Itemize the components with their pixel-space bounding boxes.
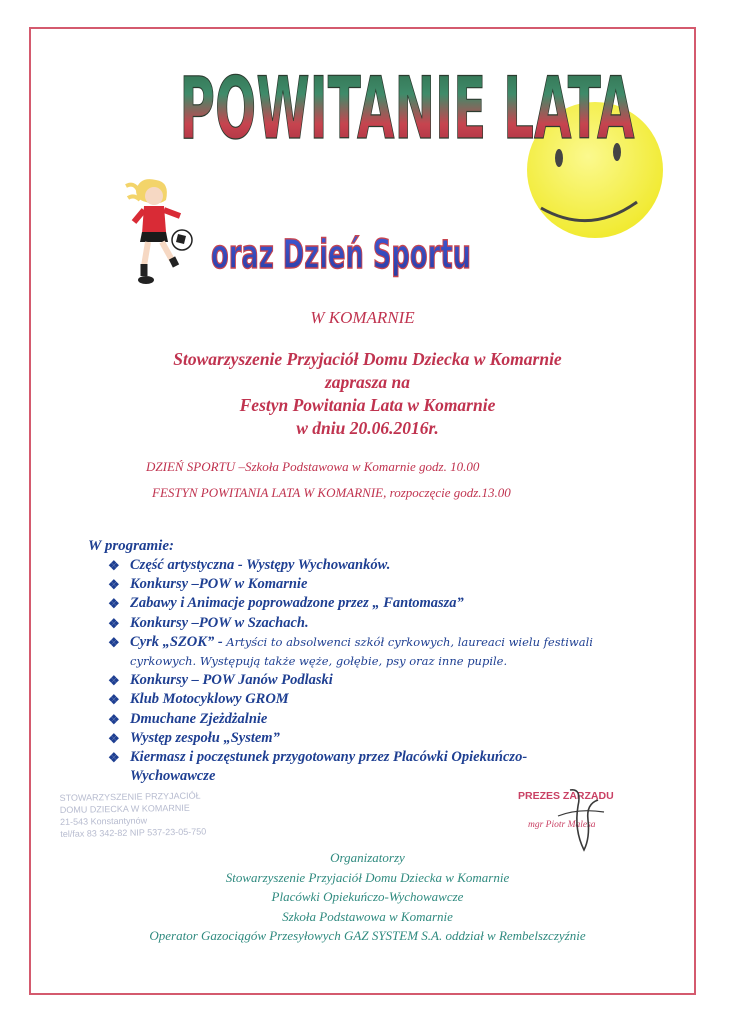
stamp-line: tel/fax 83 342-82 NIP 537-23-05-750 <box>60 826 207 840</box>
organizer-item: Stowarzyszenie Przyjaciół Domu Dziecka w Komarnie <box>225 869 510 885</box>
list-item <box>108 556 628 575</box>
location-line: W KOMARNIE <box>310 308 415 327</box>
program-list <box>108 556 628 786</box>
diamond-bullet-icon: ❖ <box>108 692 120 708</box>
program-item-text: Konkursy – POW Janów Podlaski <box>130 672 333 689</box>
list-item <box>108 633 628 671</box>
program-item-text: Występ zespołu „System” <box>130 729 280 746</box>
program-item-detail: Artyści to absolwenci szkół cyrkowych, laureaci wielu festiwali <box>226 634 593 649</box>
stamp-line: STOWARZYSZENIE PRZYJACIÓŁ <box>59 790 201 804</box>
organizer-item: Placówki Opiekuńczo-Wychowawcze <box>271 889 464 905</box>
page-title <box>172 56 642 159</box>
title-text: POWITANIE LATA <box>179 59 635 159</box>
intro-line-invite: zaprasza na <box>324 372 411 392</box>
diamond-bullet-icon: ❖ <box>108 730 120 746</box>
signature-title: PREZES ZARZĄDU <box>518 790 614 802</box>
list-item <box>108 690 628 709</box>
program-item-detail-continued: cyrkowych. Występują także węże, gołębie, psy oraz inne pupile. <box>130 654 508 669</box>
organizer-item: Szkoła Podstawowa w Komarnie <box>282 908 453 924</box>
intro-line-organization: Stowarzyszenie Przyjaciół Domu Dziecka w Komarnie <box>173 349 562 369</box>
diamond-bullet-icon: ❖ <box>108 558 120 573</box>
stamp-line: DOMU DZIECKA W KOMARNIE <box>59 802 190 816</box>
list-item <box>108 614 628 633</box>
diamond-bullet-icon: ❖ <box>108 673 120 689</box>
list-item <box>108 575 628 594</box>
stamp-line: 21-543 Konstantynów <box>59 815 148 828</box>
signature-stamp <box>518 786 638 856</box>
intro-line-date: w dniu 20.06.2016r. <box>296 418 439 438</box>
list-item <box>108 710 628 729</box>
subtitle-text: oraz Dzień Sportu <box>211 232 471 278</box>
program-item-text: Kiermasz i poczęstunek przygotowany przez Placówki Opiekuńczo- <box>130 749 528 766</box>
organizers-heading: Organizatorzy <box>330 850 405 865</box>
girl-football-icon <box>118 176 198 286</box>
program-item-text: Zabawy i Animacje poprowadzone przez „ Fantomasza” <box>130 595 464 612</box>
program-item-text: Klub Motocyklowy GROM <box>130 691 289 708</box>
program-item-continued: Wychowawcze <box>130 768 216 785</box>
program-item-text: Część artystyczna - Występy Wychowanków. <box>130 557 391 573</box>
program-item-text: Konkursy –POW w Szachach. <box>130 614 309 631</box>
diamond-bullet-icon: ❖ <box>108 634 120 650</box>
diamond-bullet-icon: ❖ <box>108 577 120 593</box>
program-item-text: Cyrk „SZOK” - <box>130 633 223 650</box>
schedule-festival: FESTYN POWITANIA LATA W KOMARNIE, rozpoczęcie godz.13.00 <box>152 485 511 500</box>
schedule-sport-day: DZIEŃ SPORTU –Szkoła Podstawowa w Komarnie godz. 10.00 <box>146 459 480 474</box>
subtitle <box>206 222 476 280</box>
program-item-text: Dmuchane Zjeżdżalnie <box>130 710 268 727</box>
diamond-bullet-icon: ❖ <box>108 711 120 727</box>
organizer-item: Operator Gazociągów Przesyłowych GAZ SYSTEM S.A. oddział w Rembelszczyźnie <box>149 928 586 944</box>
list-item <box>108 594 628 613</box>
intro-block <box>0 348 735 440</box>
signature-scribble-icon <box>548 786 608 856</box>
program-item-text: Konkursy –POW w Komarnie <box>130 576 308 593</box>
intro-line-event: Festyn Powitania Lata w Komarnie <box>239 395 496 415</box>
program-heading: W programie: <box>88 538 174 554</box>
diamond-bullet-icon: ❖ <box>108 750 120 766</box>
organization-stamp <box>60 788 291 848</box>
list-item <box>108 748 628 786</box>
diamond-bullet-icon: ❖ <box>108 596 120 612</box>
list-item <box>108 671 628 690</box>
diamond-bullet-icon: ❖ <box>108 615 120 631</box>
organizers-block <box>0 848 735 946</box>
list-item <box>108 729 628 748</box>
signature-name: mgr Piotr Malesa <box>528 820 596 830</box>
